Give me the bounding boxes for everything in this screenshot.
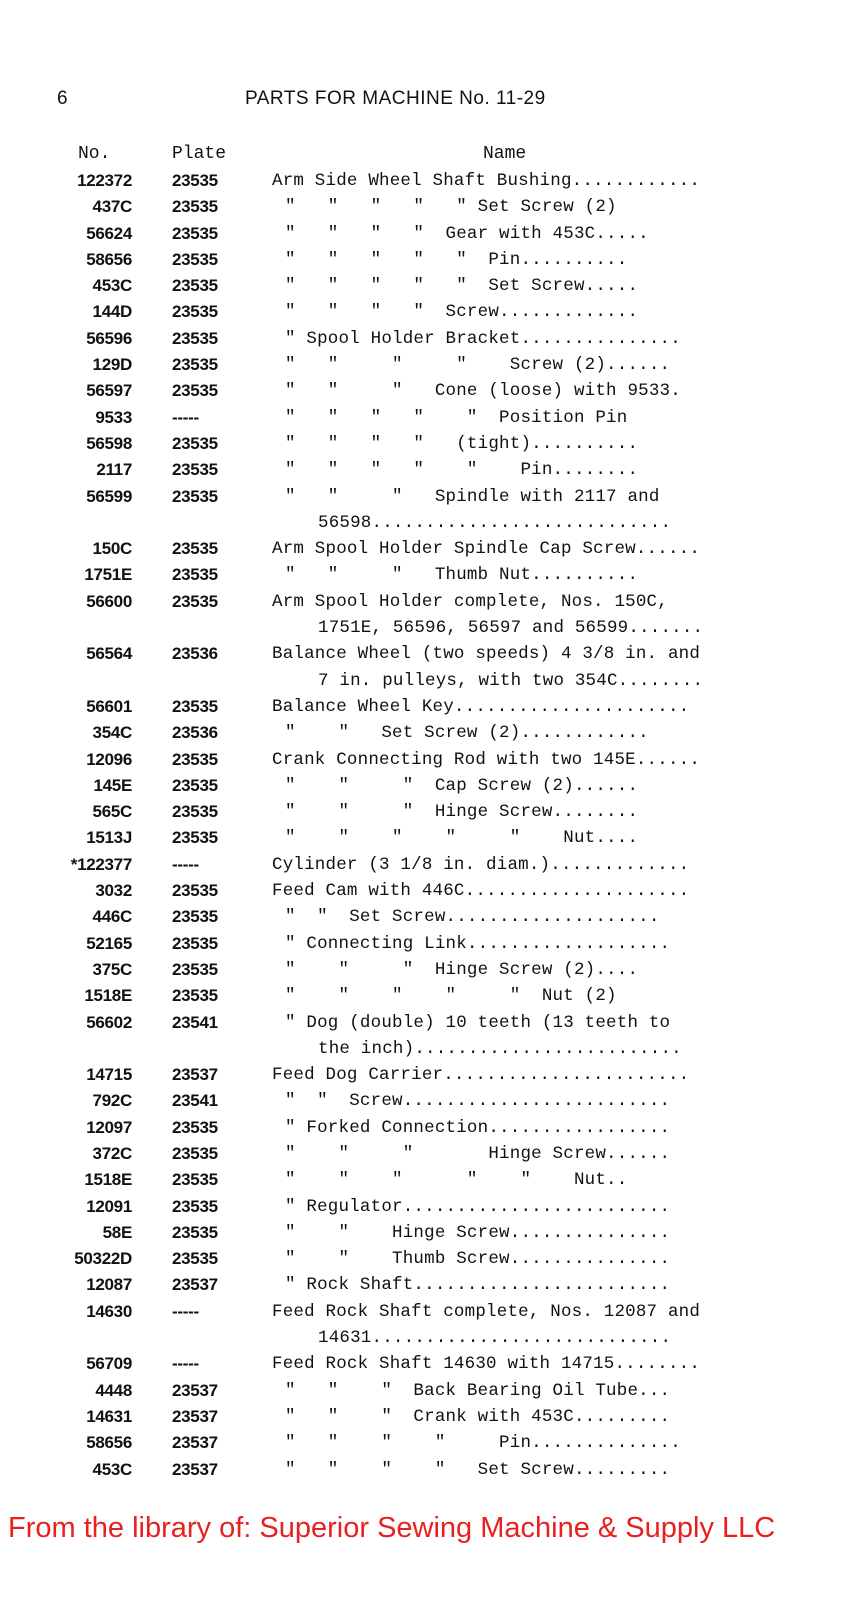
part-name: 1751E, 56596, 56597 and 56599....... xyxy=(318,618,704,639)
part-name: Crank Connecting Rod with two 145E...... xyxy=(272,749,701,770)
table-row xyxy=(0,539,857,565)
table-row xyxy=(0,644,857,670)
table-row xyxy=(0,592,857,618)
table-row xyxy=(0,1170,857,1196)
table-row xyxy=(0,1407,857,1433)
plate-number: 23535 xyxy=(172,881,218,901)
table-row xyxy=(0,1223,857,1249)
table-row xyxy=(0,408,857,434)
part-number: 58656 xyxy=(86,1433,132,1453)
part-number: 354C xyxy=(92,723,132,743)
table-row xyxy=(0,1433,857,1459)
plate-number: 23535 xyxy=(172,1196,218,1216)
part-name: " " " " " Pin........ xyxy=(285,460,639,481)
plate-number: ----- xyxy=(172,854,199,874)
part-name: " " Set Screw.................... xyxy=(285,907,660,928)
table-row xyxy=(0,329,857,355)
plate-number: 23535 xyxy=(172,828,218,848)
table-row xyxy=(0,487,857,513)
part-name: " " " " " Pin.......... xyxy=(285,249,628,270)
part-number: 9533 xyxy=(95,407,132,427)
part-name: 56598............................ xyxy=(318,512,672,533)
part-number: 56602 xyxy=(86,1012,132,1032)
part-name: " " " Thumb Nut.......... xyxy=(285,565,639,586)
part-number: 122372 xyxy=(77,171,132,190)
table-row xyxy=(0,828,857,854)
part-number: 12096 xyxy=(86,749,132,769)
part-name: the inch)......................... xyxy=(318,1038,682,1059)
part-name: " " " Hinge Screw (2).... xyxy=(285,959,639,980)
table-row xyxy=(0,1328,857,1354)
part-number: 12087 xyxy=(86,1275,132,1295)
table-row xyxy=(0,1275,857,1301)
table-row xyxy=(0,1249,857,1275)
part-number: 56709 xyxy=(86,1354,132,1374)
table-row xyxy=(0,355,857,381)
table-row xyxy=(0,1065,857,1091)
plate-number: 23537 xyxy=(172,1275,218,1295)
table-row xyxy=(0,460,857,486)
part-number: 145E xyxy=(93,775,132,795)
part-number: 453C xyxy=(92,1459,132,1479)
part-number: 56596 xyxy=(86,328,132,348)
column-header-no: No. xyxy=(78,144,111,164)
plate-number: 23535 xyxy=(172,696,218,716)
part-number: 437C xyxy=(92,197,132,217)
table-row xyxy=(0,934,857,960)
table-row xyxy=(0,907,857,933)
part-number: 2117 xyxy=(96,460,132,480)
part-name: " " " " " Set Screw (2) xyxy=(285,197,617,218)
plate-number: 23535 xyxy=(172,381,218,401)
parts-table xyxy=(0,171,857,1486)
plate-number: 23535 xyxy=(172,591,218,611)
part-number: 52165 xyxy=(86,933,132,953)
part-name: " " " " (tight).......... xyxy=(285,433,639,454)
part-name: " " " Hinge Screw...... xyxy=(285,1143,671,1164)
plate-number: 23535 xyxy=(172,802,218,822)
page-header xyxy=(0,88,857,118)
plate-number: 23535 xyxy=(172,433,218,453)
part-number: 56624 xyxy=(86,223,132,243)
part-number: 4448 xyxy=(95,1380,132,1400)
part-name: " " Hinge Screw............... xyxy=(285,1222,671,1243)
plate-number: 23535 xyxy=(172,223,218,243)
plate-number: ----- xyxy=(172,1301,199,1321)
table-row xyxy=(0,1039,857,1065)
table-row xyxy=(0,302,857,328)
part-name: " " Thumb Screw............... xyxy=(285,1249,671,1270)
table-row xyxy=(0,565,857,591)
table-row xyxy=(0,881,857,907)
part-number: 3032 xyxy=(95,881,132,901)
plate-number: 23541 xyxy=(172,1091,218,1111)
column-header-name: Name xyxy=(483,144,527,164)
part-number: 792C xyxy=(92,1091,132,1111)
part-number: 375C xyxy=(92,959,132,979)
table-row xyxy=(0,276,857,302)
plate-number: 23535 xyxy=(172,355,218,375)
column-headers xyxy=(0,144,857,168)
part-number: 12097 xyxy=(86,1117,132,1137)
part-number: 56600 xyxy=(86,591,132,611)
plate-number: 23537 xyxy=(172,1433,218,1453)
table-row xyxy=(0,723,857,749)
part-name: " " " " Gear with 453C..... xyxy=(285,223,649,244)
part-number: 1751E xyxy=(84,565,132,585)
plate-number: 23537 xyxy=(172,1065,218,1085)
table-row xyxy=(0,513,857,539)
part-name: " Dog (double) 10 teeth (13 teeth to xyxy=(285,1012,671,1033)
table-row xyxy=(0,171,857,197)
table-row xyxy=(0,671,857,697)
table-row xyxy=(0,224,857,250)
table-row xyxy=(0,855,857,881)
part-number: *122377 xyxy=(70,854,132,874)
part-name: " " " " " Nut.... xyxy=(285,828,639,849)
part-name: 14631............................ xyxy=(318,1328,672,1349)
table-row xyxy=(0,1144,857,1170)
column-header-plate: Plate xyxy=(172,144,227,164)
plate-number: 23537 xyxy=(172,1406,218,1426)
part-name: " " " Hinge Screw........ xyxy=(285,802,639,823)
part-name: " " " " " Set Screw..... xyxy=(285,276,639,297)
table-row xyxy=(0,1302,857,1328)
part-name: " Connecting Link................... xyxy=(285,933,671,954)
part-number: 565C xyxy=(92,802,132,822)
part-number: 56599 xyxy=(86,486,132,506)
page-number: 6 xyxy=(57,88,68,109)
part-number: 14631 xyxy=(86,1406,132,1426)
plate-number: 23535 xyxy=(172,171,218,190)
part-name: " Rock Shaft........................ xyxy=(285,1275,671,1296)
plate-number: 23535 xyxy=(172,486,218,506)
part-name: Balance Wheel (two speeds) 4 3/8 in. and xyxy=(272,644,701,665)
page-title: PARTS FOR MACHINE No. 11-29 xyxy=(245,88,546,109)
part-name: " " " " " Position Pin xyxy=(285,407,628,428)
plate-number: 23535 xyxy=(172,775,218,795)
part-number: 14715 xyxy=(86,1065,132,1085)
plate-number: 23535 xyxy=(172,276,218,296)
part-name: Arm Spool Holder Spindle Cap Screw...... xyxy=(272,539,701,560)
table-row xyxy=(0,750,857,776)
table-row xyxy=(0,1354,857,1380)
part-number: 56597 xyxy=(86,381,132,401)
plate-number: 23536 xyxy=(172,723,218,743)
part-name: " " " " Screw............. xyxy=(285,302,639,323)
part-name: Arm Spool Holder complete, Nos. 150C, xyxy=(272,591,668,612)
part-number: 144D xyxy=(92,302,132,322)
part-name: Balance Wheel Key...................... xyxy=(272,696,690,717)
part-name: " " Screw......................... xyxy=(285,1091,671,1112)
plate-number: 23537 xyxy=(172,1380,218,1400)
part-name: Feed Rock Shaft complete, Nos. 12087 and xyxy=(272,1301,701,1322)
plate-number: 23535 xyxy=(172,539,218,559)
part-name: " " " Crank with 453C......... xyxy=(285,1406,671,1427)
plate-number: 23535 xyxy=(172,1170,218,1190)
part-name: " " " " " Nut (2) xyxy=(285,986,617,1007)
plate-number: 23535 xyxy=(172,1143,218,1163)
part-name: " " " Back Bearing Oil Tube... xyxy=(285,1380,671,1401)
table-row xyxy=(0,1091,857,1117)
library-footer: From the library of: Superior Sewing Machine & Supply LLC xyxy=(8,1512,776,1544)
part-number: 58E xyxy=(102,1222,132,1242)
part-name: " " " Cap Screw (2)...... xyxy=(285,775,639,796)
plate-number: 23535 xyxy=(172,749,218,769)
plate-number: 23535 xyxy=(172,986,218,1006)
table-row xyxy=(0,802,857,828)
table-row xyxy=(0,1381,857,1407)
part-number: 12091 xyxy=(86,1196,132,1216)
plate-number: 23535 xyxy=(172,460,218,480)
part-name: " " Set Screw (2)............ xyxy=(285,723,649,744)
part-number: 1518E xyxy=(84,986,132,1006)
plate-number: 23537 xyxy=(172,1459,218,1479)
part-name: Feed Dog Carrier....................... xyxy=(272,1065,690,1086)
part-name: " Spool Holder Bracket............... xyxy=(285,328,681,349)
part-name: Feed Cam with 446C..................... xyxy=(272,881,690,902)
table-row xyxy=(0,1013,857,1039)
part-name: Arm Side Wheel Shaft Bushing............ xyxy=(272,171,701,191)
part-name: " " " " Set Screw......... xyxy=(285,1459,671,1480)
part-name: " " " " " Nut.. xyxy=(285,1170,628,1191)
table-row xyxy=(0,250,857,276)
part-name: " " " Spindle with 2117 and xyxy=(285,486,660,507)
part-number: 129D xyxy=(92,355,132,375)
plate-number: 23535 xyxy=(172,959,218,979)
part-name: " Forked Connection................. xyxy=(285,1117,671,1138)
plate-number: 23536 xyxy=(172,644,218,664)
table-row xyxy=(0,776,857,802)
part-number: 446C xyxy=(92,907,132,927)
part-number: 50322D xyxy=(74,1249,132,1269)
table-row xyxy=(0,434,857,460)
part-number: 58656 xyxy=(86,249,132,269)
part-number: 56564 xyxy=(86,644,132,664)
table-row xyxy=(0,697,857,723)
table-row xyxy=(0,960,857,986)
table-row xyxy=(0,618,857,644)
part-name: " " " " Screw (2)...... xyxy=(285,355,671,376)
plate-number: 23535 xyxy=(172,1249,218,1269)
part-number: 56598 xyxy=(86,433,132,453)
plate-number: 23535 xyxy=(172,1117,218,1137)
part-name: 7 in. pulleys, with two 354C........ xyxy=(318,670,704,691)
table-row xyxy=(0,381,857,407)
plate-number: 23535 xyxy=(172,1222,218,1242)
part-name: " Regulator......................... xyxy=(285,1196,671,1217)
plate-number: 23535 xyxy=(172,197,218,217)
plate-number: 23541 xyxy=(172,1012,218,1032)
table-row xyxy=(0,1460,857,1486)
part-name: Cylinder (3 1/8 in. diam.)............. xyxy=(272,854,690,875)
table-row xyxy=(0,197,857,223)
part-name: " " " " Pin.............. xyxy=(285,1433,681,1454)
plate-number: ----- xyxy=(172,1354,199,1374)
plate-number: 23535 xyxy=(172,302,218,322)
part-name: Feed Rock Shaft 14630 with 14715........ xyxy=(272,1354,701,1375)
plate-number: 23535 xyxy=(172,249,218,269)
part-number: 56601 xyxy=(86,696,132,716)
plate-number: ----- xyxy=(172,407,199,427)
part-number: 372C xyxy=(92,1143,132,1163)
plate-number: 23535 xyxy=(172,907,218,927)
table-row xyxy=(0,1118,857,1144)
table-row xyxy=(0,1197,857,1223)
part-number: 14630 xyxy=(86,1301,132,1321)
plate-number: 23535 xyxy=(172,328,218,348)
part-number: 150C xyxy=(92,539,132,559)
part-number: 1513J xyxy=(86,828,132,848)
plate-number: 23535 xyxy=(172,565,218,585)
part-name: " " " Cone (loose) with 9533. xyxy=(285,381,681,402)
part-number: 453C xyxy=(92,276,132,296)
table-row xyxy=(0,986,857,1012)
part-number: 1518E xyxy=(84,1170,132,1190)
plate-number: 23535 xyxy=(172,933,218,953)
